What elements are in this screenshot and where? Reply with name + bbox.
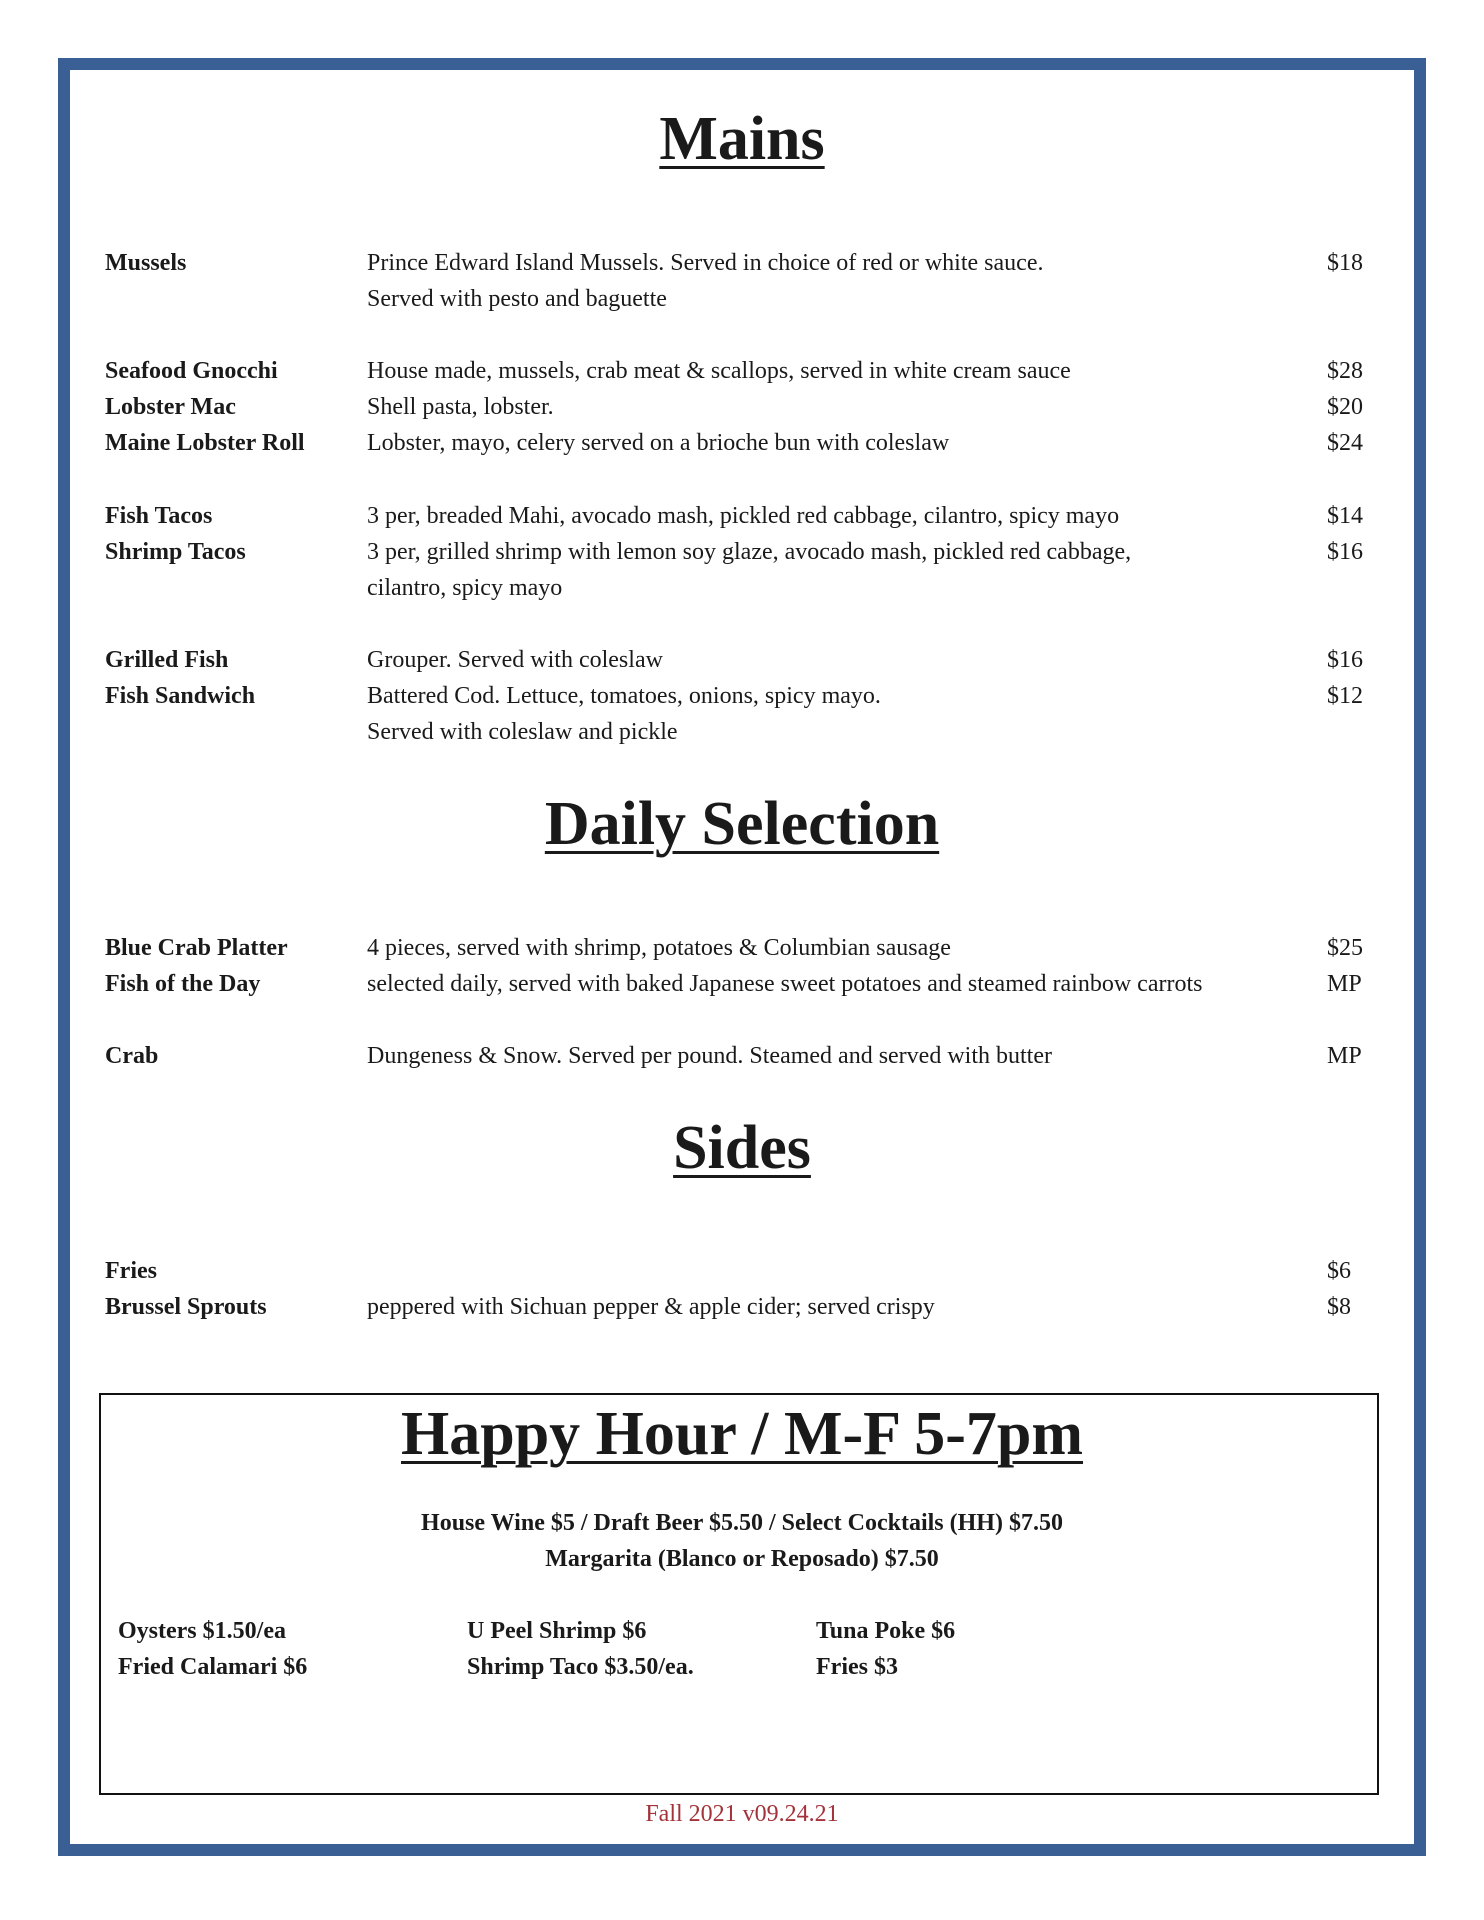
item-price: MP [1327,971,1362,997]
item-description: Grouper. Served with coleslaw [367,647,663,673]
item-name: Grilled Fish [105,647,229,673]
item-name: Maine Lobster Roll [105,430,305,456]
item-description: 3 per, breaded Mahi, avocado mash, pickled red cabbage, cilantro, spicy mayo [367,503,1120,529]
menu-version: Fall 2021 v09.24.21 [645,1801,839,1827]
item-description: 4 pieces, served with shrimp, potatoes & Columbian sausage [367,935,951,961]
item-name: Shrimp Tacos [105,539,246,565]
item-price: $12 [1327,683,1363,709]
happy-hour-drinks: House Wine $5 / Draft Beer $5.50 / Select Cocktails (HH) $7.50 [421,1510,1063,1536]
item-name: Blue Crab Platter [105,935,288,961]
item-price: $25 [1327,935,1363,961]
item-price: $18 [1327,250,1363,276]
item-name: Lobster Mac [105,394,236,420]
item-name: Brussel Sprouts [105,1294,267,1320]
item-description: House made, mussels, crab meat & scallops, served in white cream sauce [367,358,1071,384]
item-name: Fish Sandwich [105,683,256,709]
item-price: $28 [1327,358,1363,384]
happy-hour-margarita: Margarita (Blanco or Reposado) $7.50 [545,1546,939,1572]
item-description: Dungeness & Snow. Served per pound. Steamed and served with butter [367,1043,1052,1069]
item-price: $24 [1327,430,1363,456]
item-name: Seafood Gnocchi [105,358,278,384]
item-name: Fish Tacos [105,503,213,529]
mains-heading: Mains [659,105,825,173]
item-price: MP [1327,1043,1362,1069]
item-description: Prince Edward Island Mussels. Served in choice of red or white sauce. Served with pesto and baguette [367,250,1044,312]
item-price: $16 [1327,647,1363,673]
item-description: Battered Cod. Lettuce, tomatoes, onions, spicy mayo. Served with coleslaw and pickle [367,683,881,745]
item-name: Fish of the Day [105,971,261,997]
item-description: Shell pasta, lobster. [367,394,554,420]
happy-hour-food-item: Fried Calamari $6 [118,1654,308,1680]
item-name: Mussels [105,250,187,276]
happy-hour-heading: Happy Hour / M-F 5-7pm [400,1400,1084,1468]
item-price: $14 [1327,503,1363,529]
item-price: $6 [1327,1258,1351,1284]
happy-hour-food-item: Shrimp Taco $3.50/ea. [467,1654,694,1680]
daily-selection-heading: Daily Selection [544,790,940,858]
item-description: selected daily, served with baked Japanese sweet potatoes and steamed rainbow carrots [367,971,1203,997]
happy-hour-food-item: Tuna Poke $6 [816,1618,956,1644]
sides-heading: Sides [673,1114,811,1182]
happy-hour-food-item: Fries $3 [816,1654,898,1680]
item-description: peppered with Sichuan pepper & apple cider; served crispy [367,1294,935,1320]
item-price: $20 [1327,394,1363,420]
item-description: 3 per, grilled shrimp with lemon soy glaze, avocado mash, pickled red cabbage, cilantro, spicy mayo [367,539,1132,601]
happy-hour-food-item: Oysters $1.50/ea [118,1618,286,1644]
happy-hour-food-item: U Peel Shrimp $6 [467,1618,647,1644]
item-name: Fries [105,1258,157,1284]
item-name: Crab [105,1043,159,1069]
item-price: $8 [1327,1294,1351,1320]
item-price: $16 [1327,539,1363,565]
item-description: Lobster, mayo, celery served on a brioche bun with coleslaw [367,430,950,456]
